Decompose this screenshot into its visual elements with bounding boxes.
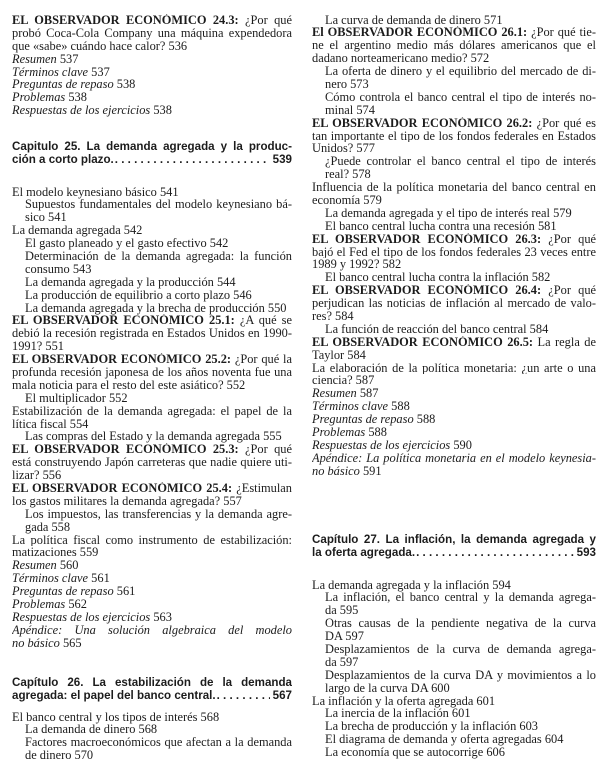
entry-text: Preguntas de repaso (12, 77, 114, 92)
entry-page-number: 590 (453, 437, 472, 452)
toc-subentry (12, 430, 292, 443)
entry-text: Cómo controla el banco central el tipo de interés no- (325, 90, 596, 104)
toc-subentry (12, 237, 292, 250)
entry-text: Problemas (12, 597, 66, 611)
entry-text: Resumen (312, 386, 357, 401)
entry-text: ¿Por qué (548, 232, 596, 246)
chapter-page-number: 539 (272, 152, 292, 166)
entry-line (312, 117, 596, 130)
observador-label: EL OBSERVADOR ECONÓMICO 26.3: (312, 232, 542, 246)
entry-text: Apéndice: Una solución algebraica del modelo (12, 623, 292, 637)
entry-text: largo de la curva DA 600 (325, 680, 450, 695)
observador-label: EL OBSERVADOR ECONÓMICO 26.2: (312, 116, 533, 130)
entry-text: Resumen (12, 51, 57, 66)
entry-text: El gasto planeado y el gasto efectivo 542 (25, 236, 229, 251)
toc-subentry (312, 155, 596, 181)
entry-text: El diagrama de demanda y oferta agregadas 604 (325, 732, 564, 747)
entry-text: los gastos militares la demanda agregada? 557 (12, 493, 242, 508)
entry-line (312, 579, 596, 592)
entry-text: La demanda agregada y la inflación 594 (312, 577, 511, 592)
entry-line (12, 353, 292, 366)
entry-line (12, 302, 292, 315)
entry-text: Términos clave (12, 571, 89, 586)
entry-line (312, 465, 596, 478)
entry-page-number: 561 (116, 584, 136, 599)
toc-subentry (12, 302, 292, 315)
entry-text: consumo 543 (25, 261, 92, 276)
entry-text: La demanda agregada y el tipo de interés real 579 (325, 205, 572, 220)
back-matter-entry (12, 611, 292, 624)
entry-text: Problemas (312, 425, 366, 439)
entry-page-number: 538 (68, 90, 87, 105)
entry-text: 1991? 551 (12, 339, 64, 354)
entry-text: profunda recesión japonesa de los años noventa fue una (12, 365, 292, 379)
entry-page-number: 537 (59, 51, 79, 66)
chapter-page-number: 593 (576, 545, 596, 559)
entry-text: ¿Puede controlar el banco central el tipo de interés (325, 155, 596, 169)
entry-text: Taylor 584 (312, 347, 366, 362)
entry-text: Determinación de la demanda agregada: la función (25, 249, 292, 263)
entry-page-number: 587 (359, 386, 379, 401)
dot-leader (115, 154, 270, 167)
entry-text: Términos clave (312, 399, 389, 414)
observador-entry (12, 14, 292, 53)
entry-line (12, 611, 292, 624)
entry-line (12, 340, 292, 353)
entry-line (312, 323, 596, 336)
entry-text: La producción de equilibrio a corto plazo 546 (25, 287, 252, 302)
chapter-heading (12, 677, 292, 702)
entry-page-number: 537 (91, 64, 110, 79)
observador-entry (12, 443, 292, 482)
entry-line (312, 284, 596, 297)
toc-subentry (12, 392, 292, 405)
back-matter-entry (12, 624, 292, 650)
entry-line (12, 495, 292, 508)
entry-text: perjudican las noticias de inflación al mercado de valo- (312, 297, 596, 310)
chapter-title-text: Capítulo 27. La inflación, la demanda agregada y (312, 534, 596, 546)
dot-leader (416, 547, 574, 560)
entry-line (12, 723, 292, 736)
toc-entry (12, 534, 292, 560)
entry-line (312, 604, 596, 617)
entry-line (12, 430, 292, 443)
entry-text: El banco central lucha contra una recesión 581 (325, 218, 557, 233)
chapter-title-text: la oferta agregada. (312, 545, 416, 559)
entry-line (12, 392, 292, 405)
entry-line (312, 630, 596, 643)
entry-text: gada 558 (25, 519, 71, 534)
entry-line (312, 656, 596, 669)
observador-label: EL OBSERVADOR ECONÓMICO 25.4: (12, 481, 233, 495)
entry-text: Estabilización de la demanda agregada: el papel de la (12, 404, 292, 418)
entry-text: La demanda de dinero 568 (25, 722, 158, 737)
entry-text: ¿Estimulan (236, 481, 292, 495)
chapter-title-line (12, 141, 292, 154)
entry-text: nero 573 (325, 76, 369, 91)
entry-text: El multiplicador 552 (25, 390, 128, 405)
toc-entries (12, 711, 292, 763)
entry-text: ¿Por qué la (234, 353, 292, 366)
toc-entries (312, 14, 596, 478)
entry-text: ¿Por qué tie- (531, 26, 596, 40)
toc-subentry (312, 617, 596, 643)
chapter-title-line (312, 547, 596, 560)
entry-line (12, 521, 292, 534)
entry-text: Influencia de la política monetaria del banco central en (312, 181, 596, 194)
entry-text: La inercia de la inflación 601 (325, 706, 471, 721)
entry-text: Resumen (12, 558, 57, 573)
toc-subentry (312, 91, 596, 117)
entry-line (12, 469, 292, 482)
entry-text: La brecha de producción y la inflación 603 (325, 719, 538, 734)
entry-page-number: 538 (116, 77, 136, 92)
entry-text: bajó el Fed el tipo de los fondos federales 23 veces entre (312, 245, 596, 259)
observador-label: EL OBSERVADOR ECONÓMICO 24.3: (12, 14, 239, 27)
entry-text: probó Coca-Cola Company una máquina expendedora (12, 26, 292, 40)
entry-text: ne el argentino medio más dólares americanos que el (312, 39, 596, 53)
toc-subentry (312, 669, 596, 695)
toc-entry (312, 181, 596, 207)
chapter-title-text: ción a corto plazo. (12, 152, 114, 166)
chapter-title-line (12, 690, 292, 703)
entry-text: 1989 y 1992? 582 (312, 257, 402, 272)
chapter-title-line (12, 677, 292, 690)
back-matter-entry (12, 104, 292, 117)
entry-line (312, 746, 596, 759)
entry-text: La inflación, el banco central y la demanda agrega- (325, 591, 596, 605)
entry-line (312, 14, 596, 27)
entry-text: Unidos? 577 (312, 141, 375, 156)
toc-entry (12, 186, 292, 199)
entry-page-number: 560 (59, 558, 79, 573)
toc-entry (312, 362, 596, 388)
entry-line (312, 26, 596, 39)
toc-subentry (312, 323, 596, 336)
entry-line (12, 443, 292, 456)
toc-entries (12, 186, 292, 650)
toc-subentry (312, 65, 596, 91)
observador-label: EL OBSERVADOR ECONÓMICO 25.3: (12, 443, 239, 457)
entry-text: ¿Por qué (245, 14, 292, 27)
chapter-title-line (312, 534, 596, 547)
entry-text: ¿Por qué es (536, 116, 596, 130)
observador-label: El OBSERVADOR ECONÓMICO 26.1: (312, 26, 528, 40)
entry-text: El modelo keynesiano básico 541 (12, 184, 179, 199)
toc-subentry (12, 736, 292, 762)
entry-text: da 595 (325, 603, 359, 618)
entry-page-number: 591 (362, 463, 382, 478)
toc-entries (12, 14, 292, 117)
entry-text: La política fiscal como instrumento de estabilización: (12, 533, 292, 547)
entry-text: Las compras del Estado y la demanda agregada 555 (25, 429, 282, 444)
entry-text: tan importante el tipo de los fondos federales en Estados (312, 129, 596, 143)
dot-leader (217, 690, 270, 703)
entry-text: mala noticia para el resto del este asiático? 552 (12, 377, 246, 392)
toc-subentry (312, 220, 596, 233)
entry-text: El banco central lucha contra la inflación 582 (325, 270, 551, 285)
entry-line (12, 637, 292, 650)
toc-subentry (12, 508, 292, 534)
toc-subentry (12, 723, 292, 736)
back-matter-entry (312, 439, 596, 452)
entry-page-number: 588 (416, 412, 436, 427)
entry-text: que «sabe» cuándo hace calor? 536 (12, 38, 188, 53)
chapter-title-line (12, 154, 292, 167)
toc-subentry (312, 591, 596, 617)
chapter-title-text: Capitulo 25. La demanda agregada y la produc- (12, 141, 292, 153)
entry-text: economía 579 (312, 192, 382, 207)
entry-line (312, 168, 596, 181)
toc-subentry (12, 198, 292, 224)
entry-text: Factores macroeconómicos que afectan a la demanda (25, 736, 292, 750)
entry-line (312, 439, 596, 452)
chapter-page-number: 567 (272, 688, 292, 702)
entry-text: está construyendo Japón carreteras que nadie quiere uti- (12, 456, 292, 470)
entry-text: La demanda agregada y la producción 544 (25, 274, 236, 289)
entry-line (312, 220, 596, 233)
entry-text: La inflación y la oferta agregada 601 (312, 693, 496, 708)
entry-text: dadano norteamericano medio? 572 (312, 51, 490, 66)
entry-text: La demanda agregada y la brecha de producción 550 (25, 300, 287, 315)
observador-entry (312, 336, 596, 362)
entry-text: Preguntas de repaso (312, 412, 414, 427)
entry-line (312, 297, 596, 310)
observador-entry (12, 353, 292, 392)
entry-line (12, 186, 292, 199)
entry-text: Los impuestos, las transferencias y la demanda agre- (25, 507, 292, 521)
toc-subentry (312, 746, 596, 759)
observador-entry (12, 314, 292, 353)
entry-line (312, 349, 596, 362)
entry-line (312, 233, 596, 246)
entry-text: Desplazamientos de la curva de demanda agrega- (325, 642, 596, 656)
entry-text: matizaciones 559 (12, 545, 99, 560)
observador-label: EL OBSERVADOR ECONÓMICO 25.2: (12, 353, 232, 366)
toc-subentry (312, 14, 596, 27)
entry-text: real? 578 (325, 167, 371, 182)
chapter-heading (312, 534, 596, 559)
entry-text: Respuestas de los ejercicios (12, 103, 151, 118)
toc-entry (12, 405, 292, 431)
entry-page-number: 563 (153, 609, 172, 624)
entry-text: El banco central y los tipos de interés 568 (12, 709, 220, 724)
entry-text: ¿Por qué (245, 443, 292, 457)
entry-text: Otras causas de la pendiente negativa de la curva (325, 617, 596, 631)
entry-line (12, 749, 292, 762)
entry-text: de dinero 570 (25, 748, 94, 763)
entry-page-number: 562 (68, 597, 87, 611)
entry-text: Respuestas de los ejercicios (312, 437, 451, 452)
entry-line (312, 104, 596, 117)
entry-text: ciencia? 587 (312, 373, 375, 388)
entry-line (312, 52, 596, 65)
toc-right-column (312, 0, 596, 771)
entry-text: lítica fiscal 554 (12, 416, 89, 431)
chapter-title-text: Capítulo 26. La estabilización de la demanda (12, 677, 292, 689)
entry-text: Términos clave (12, 64, 89, 79)
entry-line (312, 142, 596, 155)
entry-line (12, 14, 292, 27)
entry-text: La economía que se autocorrige 606 (325, 745, 505, 760)
entry-page-number: 565 (62, 635, 82, 650)
entry-text: Supuestos fundamentales del modelo keynesiano bá- (25, 198, 292, 212)
entry-line (312, 78, 596, 91)
entry-text: La regla de (537, 335, 596, 349)
entry-text: res? 584 (312, 308, 354, 323)
chapter-heading (12, 141, 292, 166)
observador-label: EL OBSERVADOR ECONÓMICO 26.4: (312, 284, 542, 298)
entry-text: no básico (12, 635, 60, 650)
observador-label: EL OBSERVADOR ECONÓMICO 26.5: (312, 335, 534, 349)
entry-text: sico 541 (25, 210, 67, 225)
observador-entry (312, 26, 596, 65)
entry-text: La función de reacción del banco central 584 (325, 321, 549, 336)
entry-text: Problemas (12, 90, 66, 105)
entry-line (12, 314, 292, 327)
entry-text: Desplazamientos de la curva DA y movimientos a lo (325, 668, 596, 682)
entry-text: La elaboración de la política monetaria: ¿un arte o una (312, 361, 596, 375)
entry-line (12, 237, 292, 250)
toc-entry (312, 579, 596, 592)
entry-text: ¿Por qué (548, 284, 596, 298)
entry-text: La oferta de dinero y el equilibrio del mercado de di- (325, 65, 596, 78)
entry-text: lizar? 556 (12, 468, 62, 483)
entry-text: ¿A qué se (239, 314, 292, 328)
entry-page-number: 538 (153, 103, 172, 118)
toc-subentry (12, 250, 292, 276)
entry-text: no básico (312, 463, 360, 478)
entry-text: Preguntas de repaso (12, 584, 114, 599)
toc-subentry (312, 643, 596, 669)
entry-text: La demanda agregada 542 (12, 223, 143, 238)
observador-entry (312, 233, 596, 272)
toc-subentry (312, 271, 596, 284)
entry-text: Respuestas de los ejercicios (12, 609, 151, 624)
entry-text: La curva de demanda de dinero 571 (325, 12, 503, 27)
entry-text: Apéndice: La política monetaria en el modelo keynesia- (312, 451, 596, 465)
observador-entry (312, 117, 596, 156)
entry-text: da 597 (325, 654, 359, 669)
chapter-title-text: agregada: el papel del banco central. (12, 688, 216, 702)
entry-line (312, 271, 596, 284)
entry-page-number: 588 (391, 399, 410, 414)
observador-entry (312, 284, 596, 323)
observador-entry (12, 482, 292, 508)
entry-text: DA 597 (325, 629, 364, 644)
back-matter-entry (312, 452, 596, 478)
observador-label: EL OBSERVADOR ECONÓMICO 25.1: (12, 314, 235, 328)
entry-page-number: 588 (368, 425, 387, 439)
entry-page-number: 561 (91, 571, 110, 586)
toc-left-column (12, 0, 292, 771)
entry-text: minal 574 (325, 102, 375, 117)
entry-text: debió la recesión registrada en Estados Unidos en 1990- (12, 327, 292, 341)
entry-line (12, 104, 292, 117)
toc-entries (312, 579, 596, 759)
